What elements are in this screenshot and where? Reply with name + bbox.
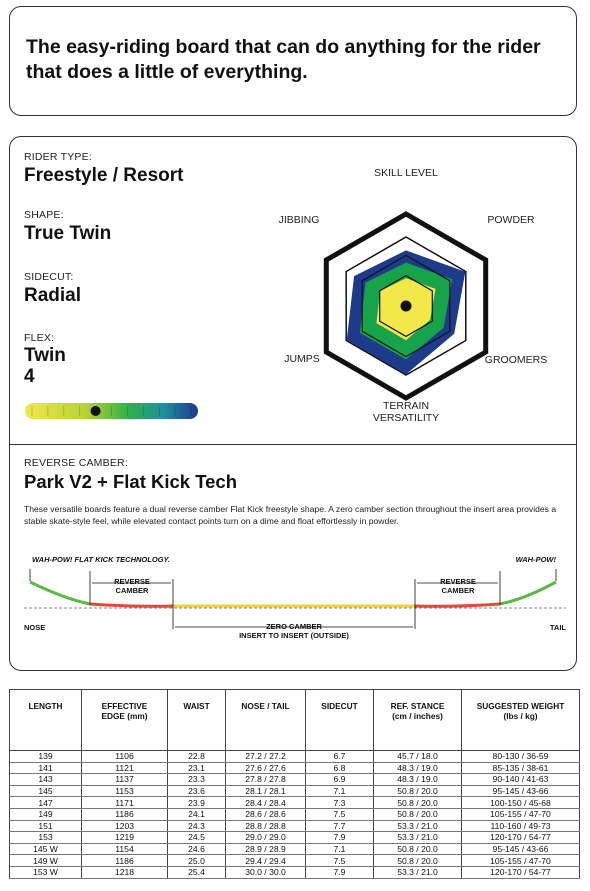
wahpow-left-label: WAH-POW! FLAT KICK TECHNOLOGY.: [32, 555, 170, 564]
reverse-camber-right-label: [428, 577, 488, 595]
column-header-waist: [168, 690, 226, 751]
table-cell-length: 145: [10, 785, 82, 797]
table-cell-length: 149 W: [10, 855, 82, 867]
flex-value-line2: 4: [24, 366, 35, 387]
table-cell-suggested-weight: 95-145 / 43-66: [462, 785, 580, 797]
zero-camber-label: [204, 622, 384, 640]
table-cell-nose-tail: 29.0 / 29.0: [226, 832, 306, 844]
table-cell-suggested-weight: 90-140 / 41-63: [462, 774, 580, 786]
shape-label: SHAPE:: [24, 209, 64, 221]
table-cell-length: 153: [10, 832, 82, 844]
column-header-line: EFFECTIVE: [101, 701, 148, 711]
table-cell-waist: 25.0: [168, 855, 226, 867]
table-header-row: [10, 690, 580, 751]
rider-type-label: RIDER TYPE:: [24, 151, 92, 163]
column-header-line: EDGE (mm): [101, 711, 148, 721]
tail-label: TAIL: [549, 623, 566, 632]
table-row: [10, 832, 580, 844]
column-header-suggested-weight: [462, 690, 580, 751]
reverse-camber-right-line1: REVERSE: [440, 577, 476, 586]
camber-label: REVERSE CAMBER:: [24, 457, 128, 469]
column-header-sidecut: [306, 690, 374, 751]
table-cell-ref-stance: 50.8 / 20.0: [374, 785, 462, 797]
table-cell-effective-edge: 1106: [82, 751, 168, 763]
table-cell-length: 147: [10, 797, 82, 809]
table-cell-effective-edge: 1137: [82, 774, 168, 786]
table-cell-nose-tail: 27.8 / 27.8: [226, 774, 306, 786]
table-cell-ref-stance: 53.3 / 21.0: [374, 866, 462, 878]
camber-value: Park V2 + Flat Kick Tech: [24, 471, 238, 492]
table-cell-ref-stance: 53.3 / 21.0: [374, 820, 462, 832]
table-cell-effective-edge: 1203: [82, 820, 168, 832]
radar-center-dot: [401, 301, 412, 312]
table-cell-effective-edge: 1186: [82, 855, 168, 867]
column-header-line: (cm / inches): [392, 711, 443, 721]
table-cell-waist: 23.9: [168, 797, 226, 809]
table-cell-ref-stance: 45.7 / 18.0: [374, 751, 462, 763]
column-header-line: REF. STANCE: [390, 701, 445, 711]
zero-camber-line2: INSERT TO INSERT (OUTSIDE): [239, 631, 349, 640]
rider-type-value: Freestyle / Resort: [24, 165, 184, 186]
table-cell-ref-stance: 50.8 / 20.0: [374, 797, 462, 809]
radar-label-jumps: JUMPS: [284, 353, 320, 365]
reverse-camber-left-line2: CAMBER: [115, 586, 149, 595]
table-cell-waist: 25.4: [168, 866, 226, 878]
table-cell-suggested-weight: 120-170 / 54-77: [462, 866, 580, 878]
table-cell-suggested-weight: 105-155 / 47-70: [462, 808, 580, 820]
table-cell-sidecut: 7.1: [306, 785, 374, 797]
flex-value: [24, 345, 66, 387]
table-cell-waist: 24.5: [168, 832, 226, 844]
sidecut-value: Radial: [24, 285, 82, 306]
wahpow-right-label: WAH-POW!: [515, 555, 556, 564]
table-row: [10, 785, 580, 797]
flex-label: FLEX:: [24, 332, 55, 344]
camber-profile-diagram: [10, 547, 576, 662]
table-cell-length: 151: [10, 820, 82, 832]
table-cell-suggested-weight: 80-130 / 36-59: [462, 751, 580, 763]
table-row: [10, 762, 580, 774]
table-row: [10, 866, 580, 878]
column-header-effective-edge: [82, 690, 168, 751]
headline-text: The easy-riding board that can do anything for the rider that does a little of everything.: [26, 36, 541, 83]
reverse-camber-left-line1: REVERSE: [114, 577, 150, 586]
table-cell-length: 145 W: [10, 843, 82, 855]
table-cell-nose-tail: 28.1 / 28.1: [226, 785, 306, 797]
size-chart-table: [9, 689, 580, 879]
specs-card: [9, 136, 577, 671]
table-cell-effective-edge: 1154: [82, 843, 168, 855]
table-cell-waist: 22.8: [168, 751, 226, 763]
table-cell-suggested-weight: 110-160 / 49-73: [462, 820, 580, 832]
table-cell-sidecut: 7.7: [306, 820, 374, 832]
table-cell-effective-edge: 1218: [82, 866, 168, 878]
table-cell-length: 149: [10, 808, 82, 820]
flex-value-line1: Twin: [24, 345, 66, 366]
column-header-line: NOSE / TAIL: [241, 701, 290, 711]
table-row: [10, 855, 580, 867]
table-cell-suggested-weight: 105-155 / 47-70: [462, 855, 580, 867]
section-divider: [10, 444, 576, 445]
table-cell-sidecut: 7.5: [306, 808, 374, 820]
nose-label: NOSE: [24, 623, 46, 632]
table-cell-nose-tail: 27.2 / 27.2: [226, 751, 306, 763]
table-cell-ref-stance: 50.8 / 20.0: [374, 808, 462, 820]
table-cell-sidecut: 7.5: [306, 855, 374, 867]
radar-label-skill-level: SKILL LEVEL: [374, 167, 438, 179]
tail-reverse-camber: [415, 604, 500, 606]
column-header-line: LENGTH: [28, 701, 63, 711]
table-cell-waist: 24.6: [168, 843, 226, 855]
table-cell-sidecut: 7.3: [306, 797, 374, 809]
table-cell-effective-edge: 1186: [82, 808, 168, 820]
radar-label-terrain-line2: VERSATILITY: [372, 412, 440, 424]
table-cell-sidecut: 6.7: [306, 751, 374, 763]
table-cell-suggested-weight: 85-135 / 38-61: [462, 762, 580, 774]
table-cell-ref-stance: 48.3 / 19.0: [374, 762, 462, 774]
sidecut-label: SIDECUT:: [24, 271, 74, 283]
table-cell-sidecut: 7.1: [306, 843, 374, 855]
table-cell-sidecut: 6.9: [306, 774, 374, 786]
table-cell-length: 143: [10, 774, 82, 786]
table-cell-ref-stance: 50.8 / 20.0: [374, 843, 462, 855]
table-cell-suggested-weight: 120-170 / 54-77: [462, 832, 580, 844]
column-header-nose-tail: [226, 690, 306, 751]
table-cell-sidecut: 6.8: [306, 762, 374, 774]
table-cell-effective-edge: 1219: [82, 832, 168, 844]
table-cell-suggested-weight: 100-150 / 45-68: [462, 797, 580, 809]
column-header-ref-stance: [374, 690, 462, 751]
radar-label-groomers: GROOMERS: [484, 354, 548, 366]
table-cell-ref-stance: 53.3 / 21.0: [374, 832, 462, 844]
table-cell-nose-tail: 29.4 / 29.4: [226, 855, 306, 867]
table-row: [10, 774, 580, 786]
column-header-line: SUGGESTED WEIGHT: [476, 701, 565, 711]
table-cell-waist: 24.3: [168, 820, 226, 832]
table-cell-length: 139: [10, 751, 82, 763]
nose-kick: [30, 582, 90, 604]
ability-radar: [309, 209, 503, 403]
table-row: [10, 797, 580, 809]
radar-label-powder: POWDER: [487, 214, 535, 226]
headline-card: [9, 6, 577, 116]
zero-camber-line1: ZERO CAMBER: [266, 622, 322, 631]
shape-value: True Twin: [24, 223, 112, 244]
radar-label-terrain-line1: TERRAIN: [382, 400, 430, 412]
table-cell-ref-stance: 48.3 / 19.0: [374, 774, 462, 786]
column-header-line: SIDECUT: [321, 701, 358, 711]
table-cell-nose-tail: 28.9 / 28.9: [226, 843, 306, 855]
column-header-length: [10, 690, 82, 751]
table-cell-nose-tail: 28.8 / 28.8: [226, 820, 306, 832]
table-row: [10, 808, 580, 820]
table-cell-waist: 23.6: [168, 785, 226, 797]
radar-label-jibbing: JIBBING: [278, 214, 320, 226]
camber-description: These versatile boards feature a dual reverse camber Flat Kick freestyle shape. A zero camber section throughout the insert area provides a stable skate-style feel, while elevated contact points turn on a dime and float effortlessly in powder.: [24, 504, 557, 527]
reverse-camber-right-line2: CAMBER: [441, 586, 475, 595]
table-cell-effective-edge: 1153: [82, 785, 168, 797]
column-header-line: WAIST: [183, 701, 210, 711]
table-row: [10, 843, 580, 855]
table-cell-waist: 23.1: [168, 762, 226, 774]
table-cell-waist: 24.1: [168, 808, 226, 820]
table-cell-suggested-weight: 95-145 / 43-66: [462, 843, 580, 855]
table-cell-length: 153 W: [10, 866, 82, 878]
table-cell-nose-tail: 28.6 / 28.6: [226, 808, 306, 820]
table-cell-sidecut: 7.9: [306, 832, 374, 844]
column-header-line: (lbs / kg): [503, 711, 538, 721]
table-body: [10, 751, 580, 879]
nose-reverse-camber: [90, 604, 173, 606]
flex-scale: [24, 401, 200, 421]
tail-kick: [500, 582, 556, 604]
table-cell-ref-stance: 50.8 / 20.0: [374, 855, 462, 867]
table-cell-effective-edge: 1121: [82, 762, 168, 774]
flex-rating-marker: [91, 406, 101, 416]
table-cell-nose-tail: 27.6 / 27.6: [226, 762, 306, 774]
table-cell-nose-tail: 28.4 / 28.4: [226, 797, 306, 809]
table-row: [10, 751, 580, 763]
radar-label-terrain-versatility: [356, 400, 456, 424]
table-cell-effective-edge: 1171: [82, 797, 168, 809]
table-cell-length: 141: [10, 762, 82, 774]
reverse-camber-left-label: [102, 577, 162, 595]
table-cell-waist: 23.3: [168, 774, 226, 786]
table-cell-sidecut: 7.9: [306, 866, 374, 878]
table-row: [10, 820, 580, 832]
table-cell-nose-tail: 30.0 / 30.0: [226, 866, 306, 878]
